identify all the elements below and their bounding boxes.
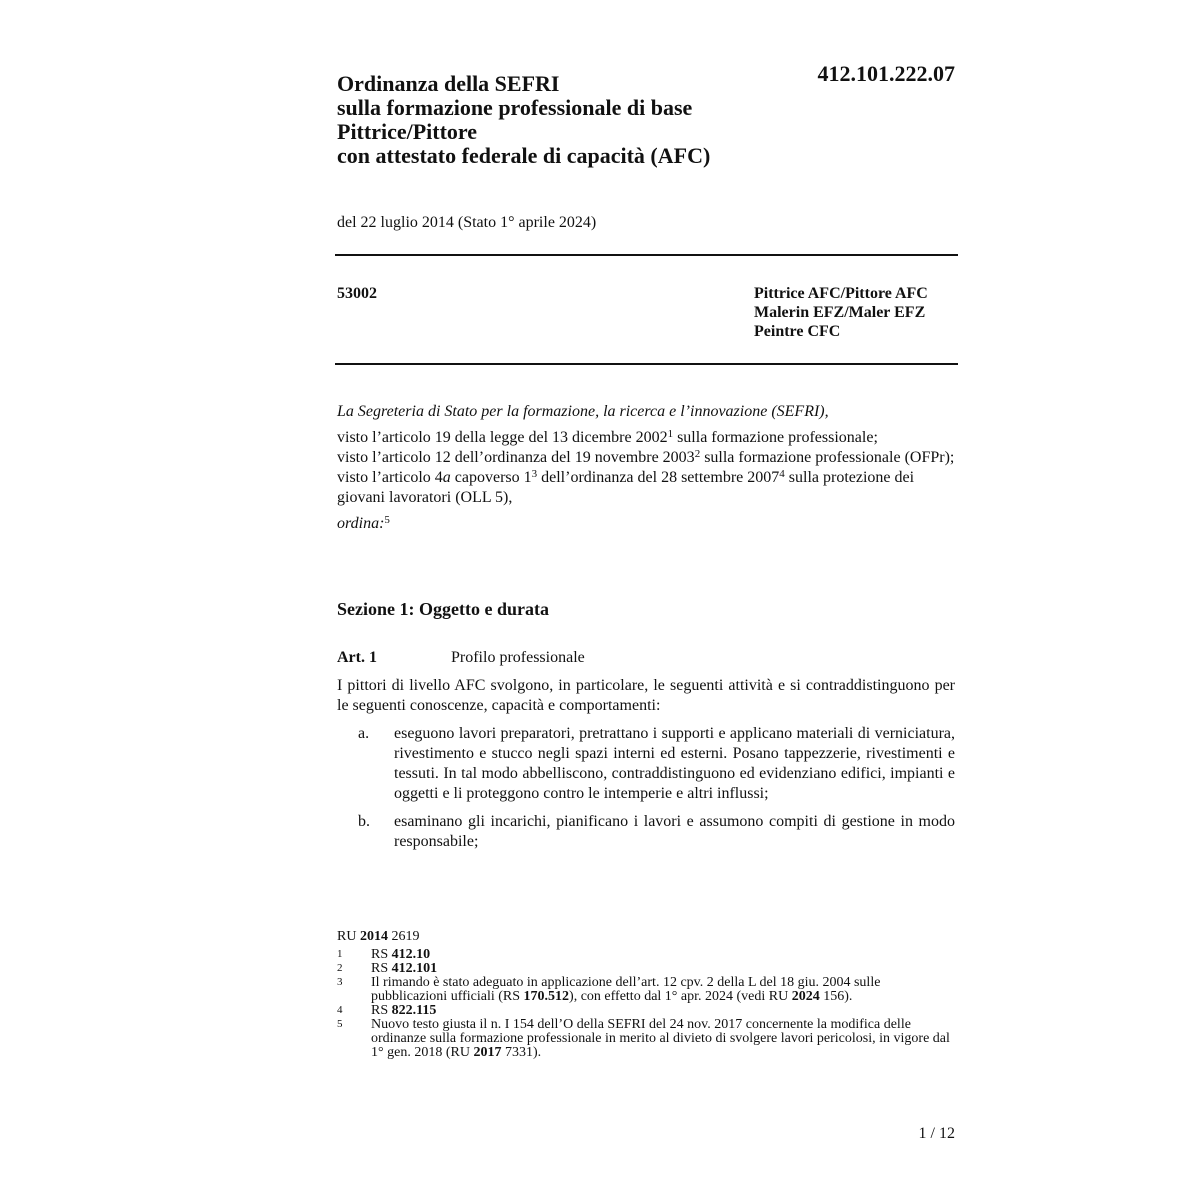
footnote-number: 3 — [337, 976, 343, 988]
footnotes — [337, 930, 955, 1060]
profession-code: 53002 — [337, 285, 377, 302]
footnote-ref: 5 — [384, 514, 390, 526]
ru-text: 2619 — [387, 929, 420, 944]
footnote — [337, 1018, 955, 1060]
preamble-text: visto l’articolo 12 dell’ordinanza del 19 novembre 2003 — [337, 449, 695, 466]
list-marker: b. — [358, 813, 370, 830]
footnote-bold: 2024 — [791, 989, 820, 1004]
preamble-text: visto l’articolo 4 — [337, 469, 443, 486]
footnote-number: 1 — [337, 948, 343, 960]
footnote-bold: 412.101 — [391, 961, 438, 976]
preamble-order — [337, 514, 957, 534]
document-date: del 22 luglio 2014 (Stato 1° aprile 2024) — [337, 214, 597, 231]
ru-year: 2014 — [359, 929, 388, 944]
profession-title: Malerin EFZ/Maler EFZ — [754, 304, 926, 321]
footnote-text: RS — [371, 961, 392, 976]
section-heading: Sezione 1: Oggetto e durata — [337, 599, 549, 619]
title-line: Ordinanza della SEFRI — [337, 71, 560, 96]
sr-number: 412.101.222.07 — [817, 61, 955, 86]
article-body — [337, 676, 955, 860]
footnote-ref: 3 — [531, 468, 538, 480]
ru-reference — [337, 930, 955, 944]
profession-titles — [754, 284, 959, 341]
ru-text: RU — [337, 929, 360, 944]
document-title — [337, 72, 797, 168]
preamble-authority: La Segreteria di Stato per la formazione, la ricerca e l’innovazione (SEFRI), — [337, 403, 829, 420]
footnote-text: RS — [371, 1003, 392, 1018]
list-text: esaminano gli incarichi, pianificano i lavori e assumono compiti di gestione in modo responsabile; — [394, 813, 955, 850]
profession-title: Peintre CFC — [754, 323, 841, 340]
preamble-text: a — [442, 469, 451, 486]
footnote-text: Il rimando è stato adeguato in applicazione dell’art. 12 cpv. 2 della L del 18 giu. 2004 sulle pubblicazioni ufficiali (RS — [371, 975, 881, 1004]
footnote — [337, 976, 955, 1004]
preamble-line — [337, 448, 957, 468]
profession-title: Pittrice AFC/Pittore AFC — [754, 285, 928, 302]
footnote-bold: 170.512 — [523, 989, 570, 1004]
page-number: 1 / 12 — [918, 1125, 955, 1142]
footnote — [337, 962, 955, 976]
footnote-ref: 2 — [694, 448, 701, 460]
footnote-text: 7331). — [501, 1045, 542, 1060]
title-line: Pittrice/Pittore — [337, 119, 478, 144]
article-intro: I pittori di livello AFC svolgono, in particolare, le seguenti attività e si contraddistinguono per le seguenti conoscenze, capacità e comportamenti: — [337, 677, 955, 714]
footnote — [337, 948, 955, 962]
preamble-text: visto l’articolo 19 della legge del 13 dicembre 2002 — [337, 429, 668, 446]
preamble-text: sulla formazione professionale; — [673, 429, 878, 446]
preamble-text: sulla protezione dei giovani lavoratori (OLL 5), — [337, 469, 915, 506]
footnote-number: 4 — [337, 1004, 343, 1016]
footnote-number: 2 — [337, 962, 343, 974]
footnote-text: Nuovo testo giusta il n. I 154 dell’O della SEFRI del 24 nov. 2017 concernente la modifica delle ordinanze sulla formazione professionale in merito al divieto di svolgere lavori pericolosi, in vigore dal 1° gen. 2018 (RU — [371, 1017, 950, 1060]
preamble-text: dell’ordinanza del 28 settembre 2007 — [537, 469, 780, 486]
footnote-text: 156). — [819, 989, 853, 1004]
footnote-number: 5 — [337, 1018, 343, 1030]
footnote-text: RS — [371, 947, 392, 962]
preamble-line — [337, 468, 957, 508]
preamble-line — [337, 428, 957, 448]
footnote-bold: 412.10 — [391, 947, 431, 962]
preamble-text: ordina: — [337, 515, 385, 532]
preamble-text: capoverso 1 — [450, 469, 532, 486]
footnote-bold: 2017 — [473, 1045, 502, 1060]
footnote-text: ), con effetto dal 1° apr. 2024 (vedi RU — [569, 989, 792, 1004]
footnote-bold: 822.115 — [391, 1003, 437, 1018]
list-item — [337, 812, 955, 852]
article-number: Art. 1 — [337, 649, 377, 666]
footnote-ref: 1 — [667, 428, 674, 440]
list-marker: a. — [358, 725, 370, 742]
list-text: eseguono lavori preparatori, pretrattano i supporti e applicano materiali di verniciatura, rivestimento e stucco negli spazi interni ed esterni. Posano tappezzerie, rivestimenti e tessuti. In tal modo abbelliscono, contraddistinguono ed evidenziano edifici, impianti e oggetti e li proteggono contro le intemperie e altri influssi; — [394, 725, 955, 802]
footnote-ref: 4 — [779, 468, 785, 480]
title-line: sulla formazione professionale di base — [337, 95, 693, 120]
top-divider — [335, 254, 958, 256]
article-title: Profilo professionale — [451, 649, 585, 666]
title-line: con attestato federale di capacità (AFC) — [337, 143, 711, 168]
preamble-text: sulla formazione professionale (OFPr); — [700, 449, 955, 466]
bottom-divider — [335, 363, 958, 365]
list-item — [337, 724, 955, 804]
footnote — [337, 1004, 955, 1018]
preamble — [337, 402, 957, 534]
